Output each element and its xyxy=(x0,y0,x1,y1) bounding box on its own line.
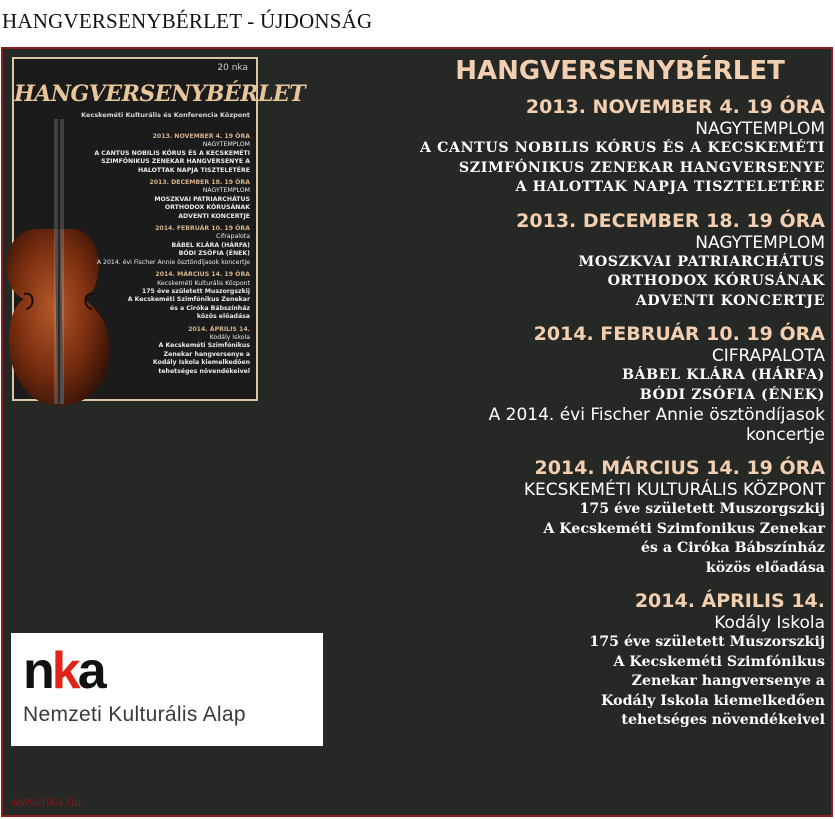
poster-line: A CANTUS NOBILIS KÓRUS ÉS A KECSKEMÉTI xyxy=(94,149,250,157)
event-description-line: A HALOTTAK NAPJA TISZTELETÉRE xyxy=(515,179,825,195)
event-description-line: 175 éve született Muszorgszkij xyxy=(579,501,825,517)
poster-line: közös előadása xyxy=(196,313,250,321)
event-item xyxy=(265,209,825,312)
event-description-line: A CANTUS NOBILIS KÓRUS ÉS A KECSKEMÉTI xyxy=(419,140,825,156)
poster-line: SZIMFÓNIKUS ZENEKAR HANGVERSENYE A xyxy=(101,158,250,166)
event-note-line: A 2014. évi Fischer Annie ösztöndíjasok xyxy=(488,405,825,425)
event-item xyxy=(265,95,825,198)
event-description-line: SZIMFÓNIKUS ZENEKAR HANGVERSENYE xyxy=(458,159,825,176)
event-description-line: és a Ciróka Bábszínház xyxy=(640,540,825,556)
event-note-line: koncertje xyxy=(745,425,825,445)
event-date: 2014. FEBRUÁR 10. 19 ÓRA xyxy=(533,323,825,345)
event-description-line: BÓDI ZSÓFIA (ÉNEK) xyxy=(639,386,825,403)
event-item xyxy=(265,322,825,445)
event-description-line: közös előadása xyxy=(705,559,825,576)
poster-line: és a Ciróka Bábszínház xyxy=(169,304,250,312)
poster-line: 2014. ÁPRILIS 14. xyxy=(188,325,250,333)
poster-line: tehetséges növendékeivel xyxy=(158,367,250,375)
poster-title: HANGVERSENYBÉRLET xyxy=(14,81,306,107)
event-date: 2013. NOVEMBER 4. 19 ÓRA xyxy=(525,96,825,118)
event-description-line: ADVENTI KONCERTJE xyxy=(635,292,825,309)
poster-line: Zenekar hangversenye a xyxy=(163,350,250,358)
event-description-line: Kodály Iskola kiemelkedően xyxy=(601,692,825,709)
event-venue: NAGYTEMPLOM xyxy=(695,119,825,139)
poster-line: Kodály Iskola xyxy=(209,333,250,341)
poster-line: 2014. MÁRCIUS 14. 19 ÓRA xyxy=(155,271,250,279)
event-listing xyxy=(265,55,825,742)
event-description-line: BÁBEL KLÁRA (HÁRFA) xyxy=(621,367,825,383)
poster-line: A 2014. évi Fischer Annie ösztöndíjasok koncertje xyxy=(96,258,250,266)
event-description-line: MOSZKVAI PATRIARCHÁTUS xyxy=(578,253,825,270)
poster-line: BÁBEL KLÁRA (HÁRFA) xyxy=(171,241,250,249)
nka-full-name: Nemzeti Kulturális Alap xyxy=(23,703,246,726)
event-date: 2014. MÁRCIUS 14. 19 ÓRA xyxy=(534,457,825,479)
event-venue: CIFRAPALOTA xyxy=(711,346,825,366)
event-venue: KECSKEMÉTI KULTURÁLIS KÖZPONT xyxy=(523,480,825,500)
poster-line: A Kecskeméti Szimfónikus Zenekar xyxy=(127,296,250,304)
event-description-line: tehetséges növendékeivel xyxy=(621,712,825,728)
event-item xyxy=(265,589,825,731)
event-date: 2013. DECEMBER 18. 19 ÓRA xyxy=(516,209,825,232)
poster-line: MOSZKVAI PATRIARCHÁTUS xyxy=(154,195,250,203)
poster-line: 2013. DECEMBER 18. 19 ÓRA xyxy=(149,179,250,187)
series-heading: HANGVERSENYBÉRLET xyxy=(455,56,785,86)
poster-line: 2014. FEBRUÁR 10. 19 ÓRA xyxy=(155,225,250,233)
poster-line: 2013. NOVEMBER 4. 19 ÓRA xyxy=(152,133,250,140)
poster-nka-logo: 20 nka xyxy=(217,63,248,73)
event-date: 2014. ÁPRILIS 14. xyxy=(634,590,825,612)
event-description-line: 175 éve született Muszorszkij xyxy=(589,634,825,650)
concert-panel xyxy=(1,47,833,817)
nka-logo-mark xyxy=(23,642,104,700)
poster-event-list xyxy=(72,133,250,376)
event-item xyxy=(265,456,825,578)
poster-line: BÓDI ZSÓFIA (ÉNEK) xyxy=(178,250,250,258)
event-description-line: ORTHODOX KÓRUSÁNAK xyxy=(607,273,825,289)
poster-subtitle: Kecskeméti Kulturális és Konferencia Központ xyxy=(81,111,250,119)
nka-mark-n: n xyxy=(23,642,52,700)
event-description-line: A Kecskeméti Szimfónikus xyxy=(613,653,825,670)
nka-mark-a: a xyxy=(77,642,104,700)
event-venue: Kodály Iskola xyxy=(714,613,825,633)
poster-line: NAGYTEMPLOM xyxy=(202,141,250,149)
website-link[interactable]: www.nka.hu xyxy=(11,794,82,809)
event-description-line: A Kecskeméti Szimfonikus Zenekar xyxy=(543,520,825,537)
concert-poster-image[interactable] xyxy=(12,57,306,401)
event-list xyxy=(265,95,825,731)
poster-line: HALOTTAK NAPJA TISZTELETÉRE xyxy=(137,166,250,174)
event-venue: NAGYTEMPLOM xyxy=(695,232,825,253)
nka-mark-k: k xyxy=(51,642,78,700)
poster-line: A Kecskeméti Szimfónikus xyxy=(158,342,250,350)
event-description-line: Zenekar hangversenye a xyxy=(631,673,825,689)
poster-line: 175 éve született Muszorgszkij xyxy=(141,287,250,295)
poster-line: Cifrapalota xyxy=(216,233,250,241)
poster-line: NAGYTEMPLOM xyxy=(202,187,250,195)
page-title: HANGVERSENYBÉRLET - ÚJDONSÁG xyxy=(2,9,373,33)
poster-line: ADVENTI KONCERTJE xyxy=(178,212,250,220)
poster-line: ORTHODOX KÓRUSÁNAK xyxy=(164,204,250,212)
poster-line: Kodály Iskola kiemelkedően xyxy=(152,359,250,367)
poster-line: Kecskeméti Kulturális Központ xyxy=(157,279,250,287)
